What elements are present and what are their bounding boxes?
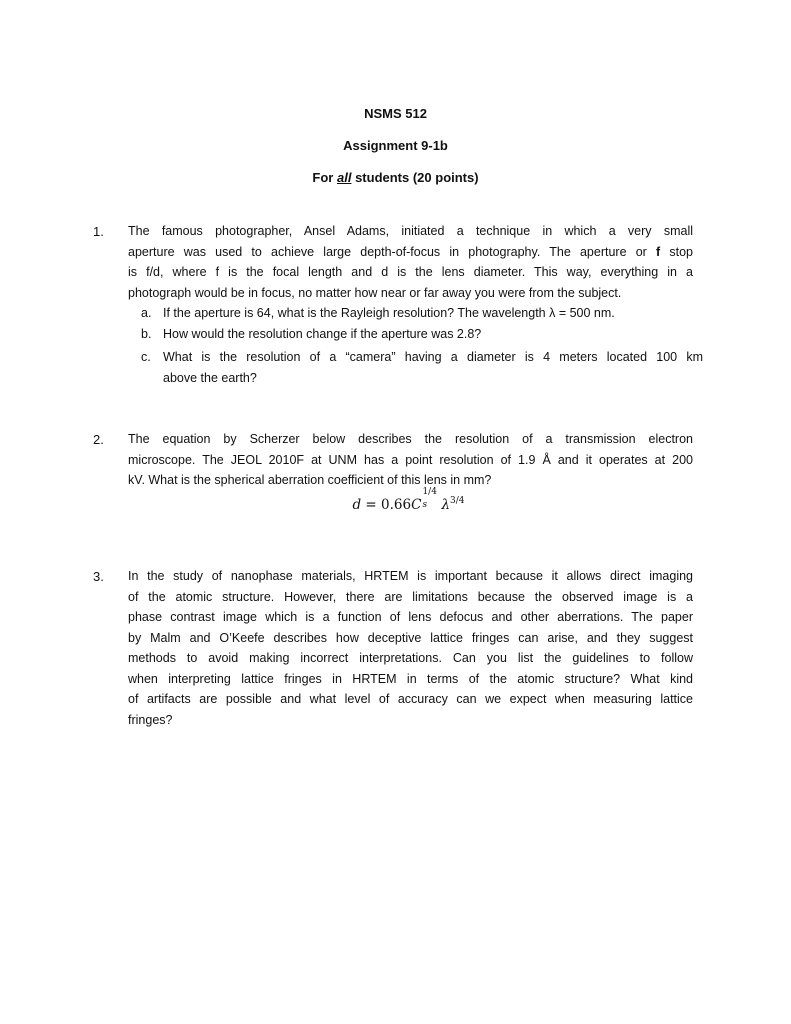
eq-lambda: λ [441, 497, 451, 513]
eq-cs: C [411, 497, 422, 513]
question-3-line-3: phase contrast image which is a function of lens defocus and other aberrations. The paper [128, 610, 693, 624]
scherzer-equation [0, 487, 791, 513]
sub-item-b-letter: b. [141, 327, 152, 341]
question-3-line-7: of artifacts are possible and what level of accuracy can we expect when measuring lattice [128, 692, 693, 706]
question-1-line-1: The famous photographer, Ansel Adams, initiated a technique in which a very small [128, 224, 693, 238]
question-3-line-5: methods to avoid making incorrect interpretations. Can you list the guidelines to follow [128, 651, 693, 665]
eq-lhs: d [352, 497, 362, 513]
question-3-number: 3. [93, 569, 104, 584]
question-1-number: 1. [93, 224, 104, 239]
question-3-body [128, 566, 693, 730]
question-2-line-1: The equation by Scherzer below describes the resolution of a transmission electron [128, 432, 693, 446]
eq-lambda-exponent: 3/4 [450, 496, 465, 506]
audience-suffix: students (20 points) [351, 170, 479, 185]
question-3-line-8: fringes? [128, 712, 173, 727]
question-2-body [128, 429, 693, 491]
question-1-line-3: is f/d, where f is the focal length and d is the lens diameter. This way, everything in a [128, 265, 693, 279]
question-2-number: 2. [93, 432, 104, 447]
course-title: NSMS 512 [364, 106, 427, 121]
eq-cs-subscript: s [422, 500, 428, 510]
sub-item-a-text: If the aperture is 64, what is the Rayleigh resolution? The wavelength λ = 500 nm. [163, 306, 615, 320]
question-3-line-4: by Malm and O’Keefe describes how deceptive lattice fringes can arise, and they suggest [128, 630, 693, 645]
eq-cs-scripts [421, 487, 441, 510]
sub-item-c-letter: c. [141, 350, 151, 364]
question-3-line-1: In the study of nanophase materials, HRTEM is important because it allows direct imaging [128, 569, 693, 583]
f-stop-term: f [656, 244, 661, 259]
audience-line [0, 170, 791, 185]
eq-coefficient: 0.66 [381, 497, 412, 513]
audience-prefix: For [312, 170, 337, 185]
eq-cs-exponent: 1/4 [422, 487, 437, 497]
audience-emphasis: all [336, 170, 352, 185]
sub-item-a-letter: a. [141, 306, 152, 320]
question-1-body [128, 221, 693, 303]
sub-item-c-text-line2: above the earth? [163, 371, 257, 385]
question-1-line-2-text: aperture was used to achieve large depth-of-focus in photography. The aperture or [128, 244, 657, 259]
question-1-line-4: photograph would be in focus, no matter how near or far away you were from the subject. [128, 285, 622, 300]
eq-equals: = [361, 497, 382, 513]
question-3-line-2: of the atomic structure. However, there are limitations because the observed image is a [128, 589, 693, 604]
question-1-line-2 [128, 242, 693, 263]
sub-item-b-text: How would the resolution change if the aperture was 2.8? [163, 327, 482, 341]
f-stop-suffix: stop [660, 244, 693, 259]
question-3-line-6: when interpreting lattice fringes in HRTEM in terms of the atomic structure? What kind [128, 671, 693, 686]
sub-item-c-text-line1: What is the resolution of a “camera” having a diameter is 4 meters located 100 km [163, 350, 703, 364]
assignment-title: Assignment 9-1b [343, 138, 448, 153]
question-2-line-3: kV. What is the spherical aberration coefficient of this lens in mm? [128, 473, 492, 487]
question-2-line-2: microscope. The JEOL 2010F at UNM has a point resolution of 1.9 Å and it operates at 200 [128, 452, 693, 467]
